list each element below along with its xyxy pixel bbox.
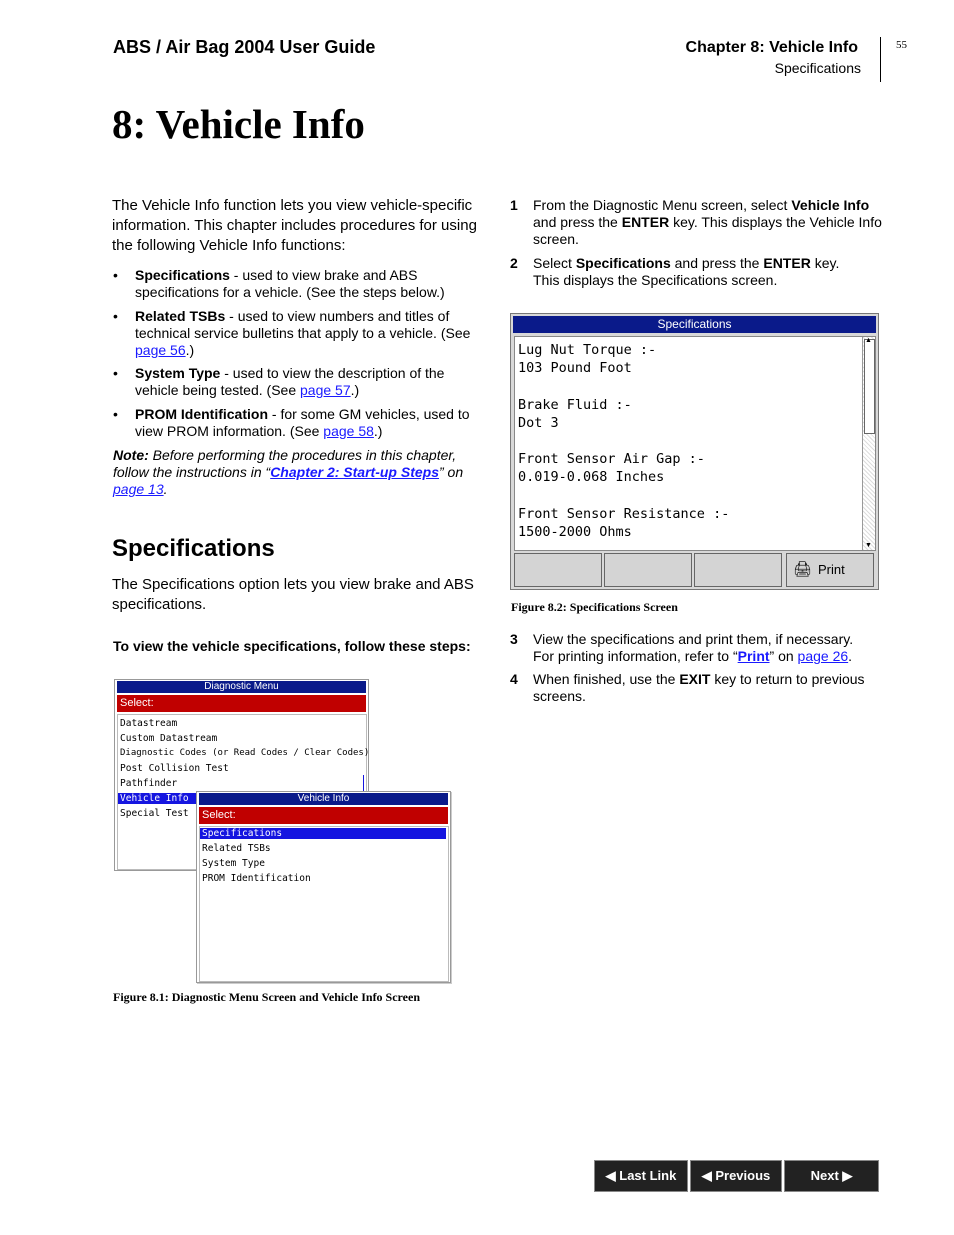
right-arrow-icon: ▶: [842, 1168, 853, 1183]
softkey-2[interactable]: [604, 553, 692, 587]
link-page-26[interactable]: page 26: [797, 648, 849, 664]
specifications-titlebar: Specifications: [513, 316, 876, 333]
menu-item-datastream[interactable]: Datastream: [120, 718, 178, 729]
header-divider: [880, 37, 881, 82]
specifications-text: [518, 341, 729, 541]
figure-8-2-caption: Figure 8.2: Specifications Screen: [511, 600, 678, 614]
menu-item-post-collision-test[interactable]: Post Collision Test: [120, 763, 229, 774]
link-page-57[interactable]: page 57: [300, 382, 351, 398]
spec-line: 103 Pound Foot: [518, 360, 632, 377]
spec-line: [518, 377, 729, 395]
scroll-down-icon[interactable]: ▼: [865, 542, 872, 549]
menu-item-system-type[interactable]: System Type: [202, 858, 265, 869]
link-print[interactable]: Print: [737, 648, 770, 664]
spec-line: Front Sensor Resistance :-: [518, 505, 730, 522]
spec-line: 1500-2000 Ohms: [518, 524, 632, 541]
section-title: Specifications: [774, 60, 861, 76]
softkey-1[interactable]: [514, 553, 602, 587]
steps-heading: To view the vehicle specifications, follow these steps:: [113, 638, 471, 654]
menu-item-custom-datastream[interactable]: Custom Datastream: [120, 733, 218, 744]
spec-line: Lug Nut Torque :-: [518, 342, 657, 358]
vehicle-info-select-bar: Select:: [199, 807, 448, 824]
vehicle-info-titlebar: Vehicle Info: [199, 793, 448, 805]
link-page-13[interactable]: page 13: [113, 481, 164, 497]
figure-8-1-caption: Figure 8.1: Diagnostic Menu Screen and Vehicle Info Screen: [113, 990, 420, 1004]
specifications-scrollbar[interactable]: [862, 337, 875, 550]
spec-line: [518, 487, 729, 505]
menu-item-related-tsbs[interactable]: Related TSBs: [202, 843, 271, 854]
intro-paragraph: The Vehicle Info function lets you view vehicle-specific information. This chapter includes procedures for using the following Vehicle Info functions:: [112, 197, 477, 254]
printer-icon: 🖨: [793, 561, 813, 578]
menu-item-diagnostic-codes[interactable]: Diagnostic Codes (or Read Codes / Clear Codes): [120, 748, 370, 758]
specifications-screen: [510, 313, 879, 590]
list-scroll-indicator: [363, 775, 364, 791]
diagnostic-menu-titlebar: Diagnostic Menu: [117, 681, 366, 693]
link-page-58[interactable]: page 58: [323, 423, 374, 439]
menu-item-specifications[interactable]: Specifications: [200, 828, 446, 839]
specifications-heading: Specifications: [112, 535, 275, 562]
guide-title: ABS / Air Bag 2004 User Guide: [113, 37, 376, 57]
menu-item-vehicle-info[interactable]: Vehicle Info: [118, 793, 200, 804]
note-paragraph: Note: Before performing the procedures in this chapter, follow the instructions in “Chapter 2: Start-up Steps” on page 13.: [113, 447, 464, 497]
menu-item-prom-identification[interactable]: PROM Identification: [202, 873, 311, 884]
page-title: 8: Vehicle Info: [112, 101, 365, 147]
previous-button[interactable]: ◀ Previous: [690, 1160, 782, 1192]
scrollbar-thumb[interactable]: [864, 339, 875, 434]
print-label: Print: [818, 562, 845, 577]
menu-item-special-test[interactable]: Special Test: [120, 808, 189, 819]
vehicle-info-screen: [196, 791, 451, 983]
page-number: 55: [896, 39, 907, 51]
softkey-3[interactable]: [694, 553, 782, 587]
scroll-up-icon[interactable]: ▲: [865, 337, 872, 344]
spec-line: 0.019-0.068 Inches: [518, 469, 665, 486]
last-link-button[interactable]: ◀ Last Link: [594, 1160, 688, 1192]
spec-line: [518, 432, 729, 450]
spec-line: Brake Fluid :-: [518, 396, 632, 413]
left-arrow-icon: ◀: [701, 1168, 712, 1183]
link-page-56[interactable]: page 56: [135, 342, 186, 358]
specifications-intro: The Specifications option lets you view brake and ABS specifications.: [112, 576, 474, 613]
next-button[interactable]: Next ▶: [784, 1160, 879, 1192]
spec-line: Dot 3: [518, 414, 559, 431]
chapter-title: Chapter 8: Vehicle Info: [685, 39, 858, 56]
diagnostic-select-bar: Select:: [117, 695, 366, 712]
print-button[interactable]: [786, 553, 874, 587]
link-chapter-2[interactable]: Chapter 2: Start-up Steps: [270, 464, 439, 480]
specifications-content: [514, 336, 876, 551]
vehicle-info-list: [199, 826, 449, 982]
back-arrow-icon: ◀: [605, 1168, 616, 1183]
spec-line: Front Sensor Air Gap :-: [518, 451, 705, 468]
menu-item-pathfinder[interactable]: Pathfinder: [120, 778, 178, 789]
